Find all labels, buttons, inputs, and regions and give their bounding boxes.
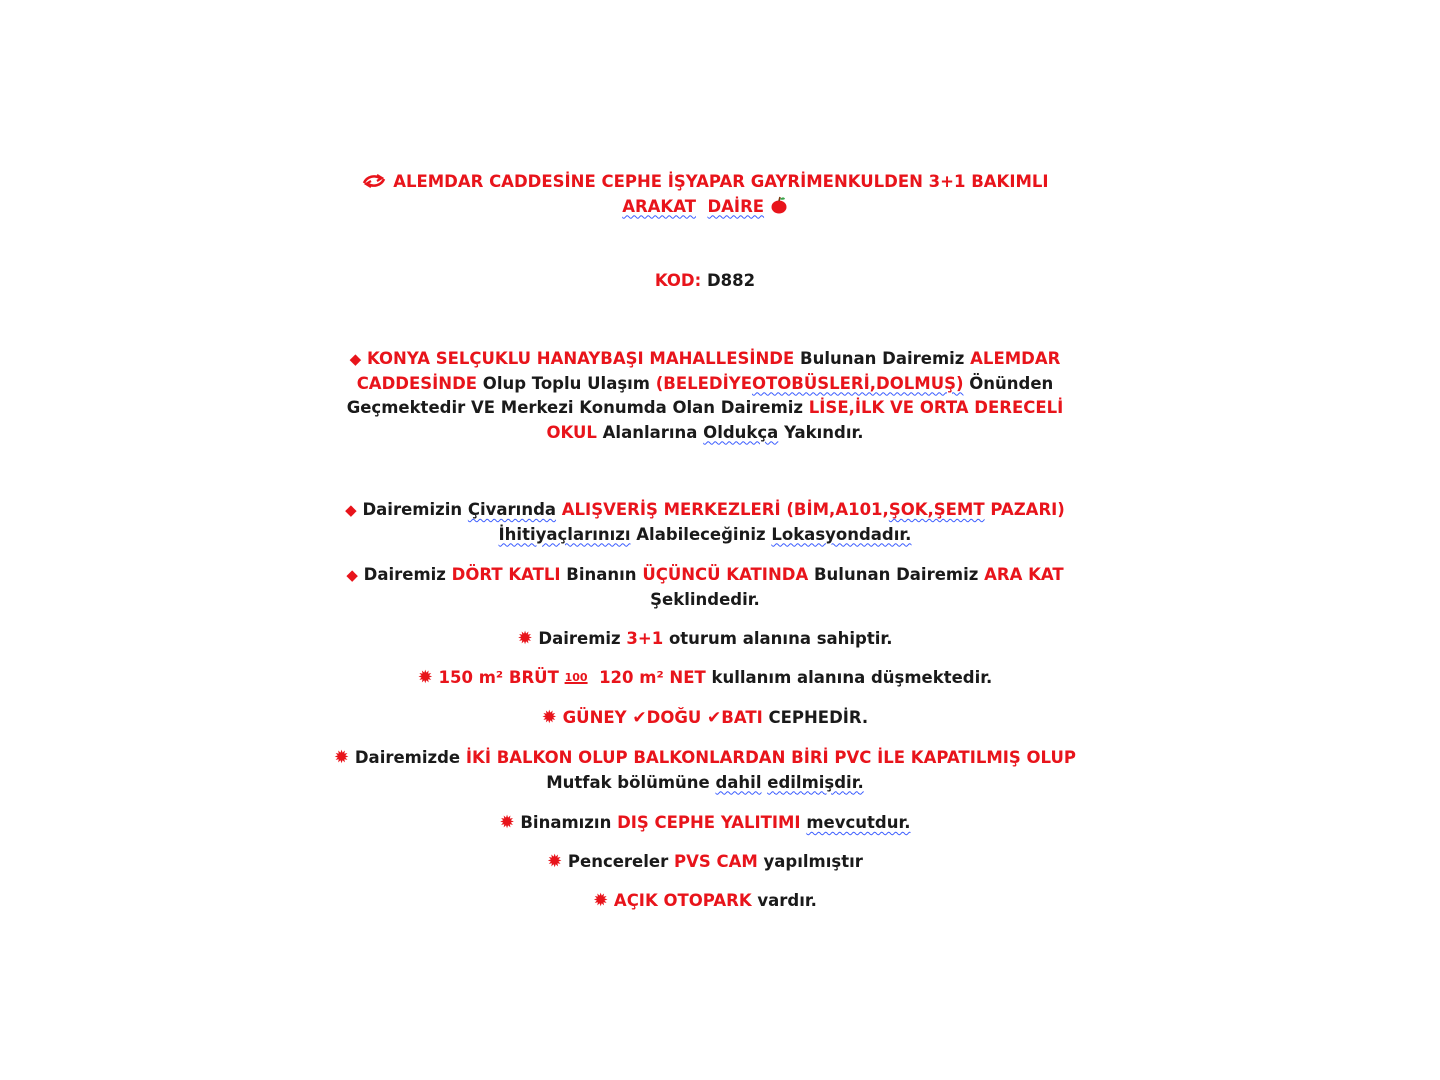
- text-segment: Lokasyondadır.: [771, 524, 912, 544]
- text-segment: DOĞU: [646, 708, 702, 727]
- text-segment: kullanım alanına düşmektedir.: [711, 668, 993, 687]
- paragraph-balcony: [320, 746, 1090, 795]
- text-segment: mevcutdur.: [806, 813, 911, 832]
- text-segment: Dairemizin: [362, 500, 463, 519]
- text-segment: ALEMDAR CADDESİNDE: [356, 349, 1061, 393]
- diamond-icon: ◆: [346, 566, 358, 584]
- text-segment: Alabileceğiniz: [636, 524, 766, 544]
- text-segment: (BELEDİYE: [655, 373, 752, 393]
- paragraph-insulation: [320, 811, 1090, 836]
- sparkle-star-icon: ✹: [334, 747, 350, 768]
- text-segment: vardır.: [757, 891, 817, 910]
- text-segment: LİSE,İLK VE ORTA DERECELİ OKUL: [546, 398, 1064, 442]
- text-segment: Alanlarına: [602, 422, 698, 442]
- diamond-icon: ◆: [349, 350, 362, 368]
- text-segment: 150 m² BRÜT: [438, 668, 559, 687]
- code-label: KOD:: [654, 271, 702, 290]
- text-segment: ARA KAT: [984, 565, 1064, 584]
- paragraph-floor: [320, 563, 1090, 612]
- text-segment: Olup Toplu Ulaşım: [482, 373, 650, 393]
- text-segment: Çivarında: [467, 500, 557, 519]
- title-arakat: ARAKAT: [622, 196, 696, 216]
- diamond-icon: ◆: [345, 501, 357, 519]
- paragraph-rooms: [320, 627, 1090, 652]
- text-segment: 3+1: [626, 629, 664, 648]
- text-segment: İhitiyaçlarınızı: [498, 524, 631, 544]
- text-segment: Binamızın: [520, 813, 612, 832]
- text-segment: OTOBÜSLERİ,DOLMUŞ): [751, 373, 964, 393]
- title-daire: DAİRE: [707, 196, 765, 216]
- text-segment: Mutfak bölümüne: [546, 772, 710, 792]
- code-value: D882: [706, 271, 756, 290]
- text-segment: GÜNEY: [562, 708, 627, 727]
- paragraph-parking: [320, 889, 1090, 914]
- paragraph-facade: [320, 706, 1090, 731]
- text-segment: Pencereler: [567, 852, 669, 871]
- text-segment: edilmişdir.: [767, 772, 864, 792]
- sparkle-star-icon: ✹: [417, 667, 433, 688]
- text-segment: yapılmıştır: [763, 852, 863, 871]
- text-segment: İKİ BALKON OLUP BALKONLARDAN BİRİ PVC İLE KAPATILMIŞ OLUP: [465, 748, 1076, 767]
- text-segment: ÜÇÜNCÜ KATINDA: [642, 565, 809, 584]
- red-apple-icon: [770, 196, 788, 214]
- text-segment: AÇIK OTOPARK: [613, 891, 752, 910]
- text-segment: BATI: [721, 708, 763, 727]
- title-line1: ALEMDAR CADDESİNE CEPHE İŞYAPAR GAYRİMENKULDEN 3+1 BAKIMLI: [393, 172, 1049, 191]
- text-segment: Yakındır.: [784, 422, 864, 442]
- check-mark-icon: ✔: [707, 708, 722, 728]
- text-segment: Dairemiz: [538, 629, 621, 648]
- sparkle-star-icon: ✹: [541, 707, 557, 728]
- listing-title: [320, 170, 1090, 219]
- sparkle-star-icon: ✹: [547, 851, 563, 872]
- text-segment: Şeklindedir.: [650, 589, 760, 609]
- sparkle-star-icon: ✹: [499, 812, 515, 833]
- paragraph-shopping: [320, 498, 1090, 547]
- text-segment: ALIŞVERİŞ MERKEZLERİ (BİM,A101,: [561, 500, 889, 519]
- text-segment: Dairemiz: [363, 565, 446, 584]
- arrows-swap-icon: [361, 174, 387, 188]
- text-segment: dahil: [715, 772, 762, 792]
- sparkle-star-icon: ✹: [517, 628, 533, 649]
- text-segment: KONYA SELÇUKLU HANAYBAŞI MAHALLESİNDE: [366, 349, 795, 368]
- paragraph-location: [320, 347, 1090, 445]
- sparkle-star-icon: ✹: [593, 890, 609, 911]
- text-segment: DIŞ CEPHE YALITIMI: [617, 813, 801, 832]
- text-segment: Bulunan Dairemiz: [813, 565, 979, 584]
- text-segment: Dairemizde: [354, 748, 461, 767]
- text-segment: Önünden Geçmektedir VE Merkezi Konumda Olan Dairemiz: [346, 373, 1054, 417]
- check-mark-icon: ✔: [632, 708, 647, 728]
- text-segment: DÖRT KATLI: [451, 565, 561, 584]
- text-segment: Binanın: [566, 565, 637, 584]
- paragraph-area: [320, 666, 1090, 691]
- text-segment: CEPHEDİR.: [768, 708, 869, 727]
- text-segment: Oldukça: [703, 422, 779, 442]
- text-segment: 120 m² NET: [599, 668, 706, 687]
- hundred-points-icon: 100: [564, 671, 588, 684]
- text-segment: ŞOK,ŞEMT: [888, 500, 985, 519]
- text-segment: oturum alanına sahiptir.: [668, 629, 893, 648]
- paragraph-windows: [320, 850, 1090, 875]
- text-segment: Bulunan Dairemiz: [800, 349, 965, 368]
- text-segment: PAZARI): [990, 500, 1065, 519]
- code-line: [320, 269, 1090, 294]
- text-segment: PVS CAM: [674, 852, 758, 871]
